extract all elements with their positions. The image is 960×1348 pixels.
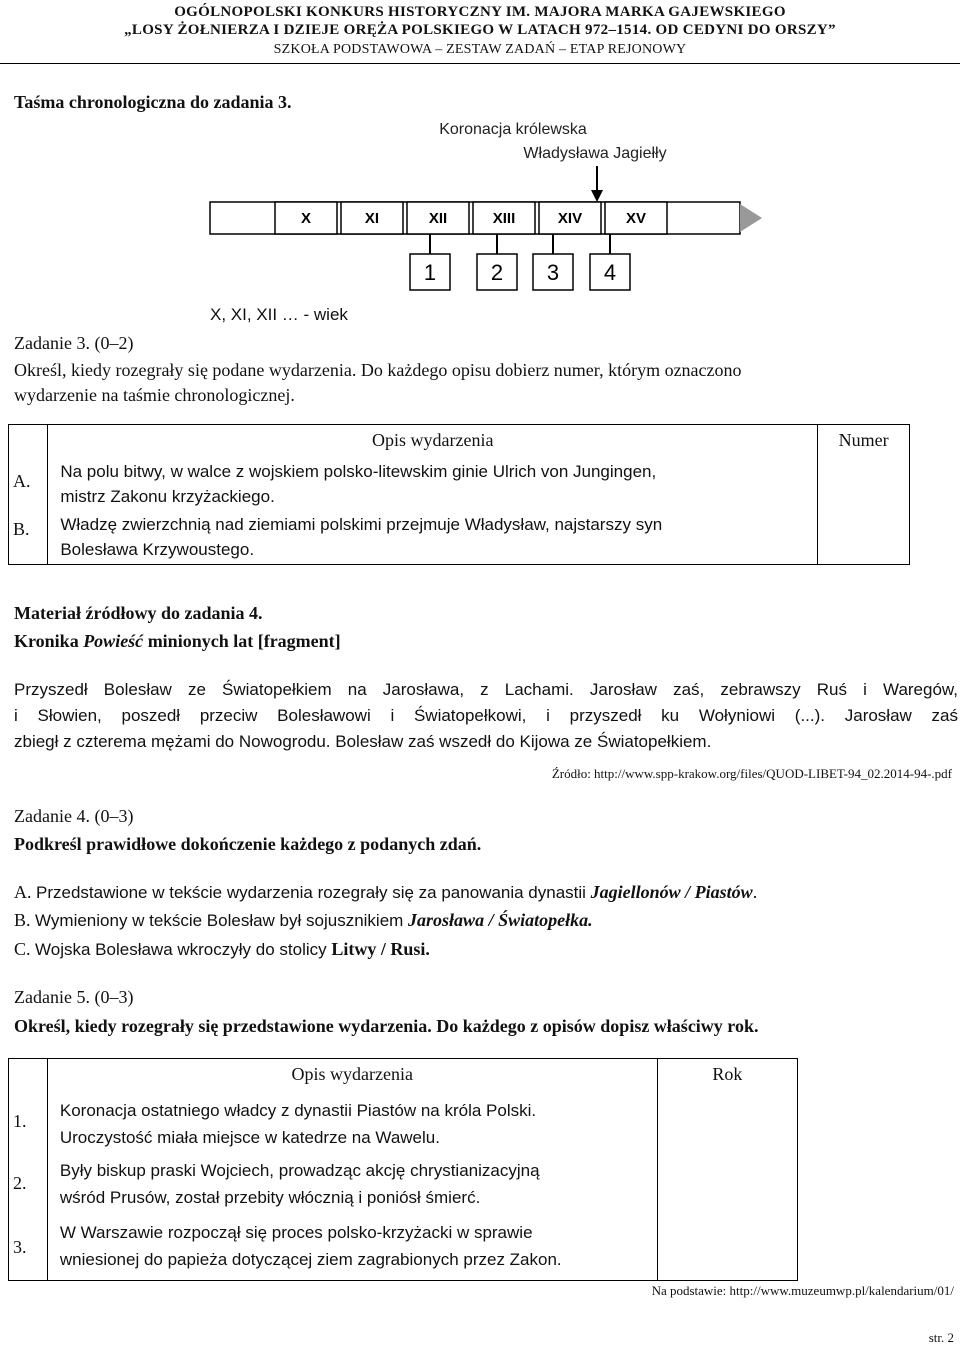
task3-title: Zadanie 3. (0–2) (14, 333, 134, 353)
task4-item-b: B. Wymieniony w tekście Bolesław był sojusznikiem Jarosława / Światopełka. (14, 910, 593, 930)
source4-text: Przyszedł Bolesław ze Światopełkiem na Jarosława, z Lachami. Jarosław zaś, zebrawszy Ruś i Waregów, i Słowien, poszedł przeciw Bolesławowi i Światopełkowi, i przyszedł ku Wołyniowi (...). Jarosław zaś zbiegł z czterema mężami do Nowogrodu. Bolesław zaś wszedł do Kijowa ze Światopełkiem. (14, 680, 958, 751)
column-header-year: Rok (657, 1059, 797, 1093)
page-number: str. 2 (928, 1330, 954, 1345)
row-letter: B. (9, 509, 48, 565)
event-arrow-head (591, 190, 603, 202)
task4-item-a: A. Przedstawione w tekście wydarzenia rozegrały się za panowania dynastii Jagiellonów / Piastów. (14, 882, 758, 902)
event-label-line1: Koronacja królewska (439, 121, 587, 138)
year-answer-cell[interactable] (657, 1093, 797, 1281)
century-label: XV (625, 210, 647, 227)
task3-instruction: Określ, kiedy rozegrały się podane wydarzenia. Do każdego opisu dobierz numer, którym oznaczono (14, 360, 742, 380)
row-number: 1. (9, 1093, 48, 1155)
table-row: Koronacja ostatniego władcy z dynastii Piastów na króla Polski. Uroczystość miała miejsce w katedrze na Wawelu. (47, 1093, 657, 1155)
stage-label: SZKOŁA PODSTAWOWA – ZESTAW ZADAŃ – ETAP REJONOWY (273, 42, 687, 57)
century-label: XI (364, 210, 380, 227)
source4-citation: Źródło: http://www.spp-krakow.org/files/QUOD-LIBET-94_02.2014-94-.pdf (551, 766, 952, 781)
timeline-legend: X, XI, XII … - wiek (210, 305, 348, 324)
task4-instruction: Podkreśl prawidłowe dokończenie każdego z podanych zdań. (14, 834, 482, 854)
source4-subtitle: Kronika Powieść minionych lat [fragment] (14, 631, 341, 651)
century-label: X (300, 210, 312, 227)
contest-title: OGÓLNOPOLSKI KONKURS HISTORYCZNY IM. MAJORA MARKA GAJEWSKIEGO (174, 4, 786, 20)
source4-title: Materiał źródłowy do zadania 4. (14, 603, 263, 623)
century-label: XIII (492, 210, 516, 227)
century-label: XIV (557, 210, 583, 227)
header-divider (0, 63, 960, 64)
task3-table (8, 424, 910, 565)
column-header-description: Opis wydarzenia (48, 425, 818, 459)
task5-citation: Na podstawie: http://www.muzeumwp.pl/kalendarium/01/ (651, 1283, 954, 1298)
task3-instruction-cont: wydarzenie na taśmie chronologicznej. (14, 385, 295, 405)
table-row: W Warszawie rozpoczął się proces polsko-krzyżacki w sprawie wniesionej do papieża dotyczącej ziem zagrabionych przez Zakon. (47, 1217, 657, 1281)
task4-title: Zadanie 4. (0–3) (14, 806, 134, 826)
table-row: Były biskup praski Wojciech, prowadząc akcję chrystianizacyjną wśród Prusów, został przebity włócznią i poniósł śmierć. (47, 1155, 657, 1217)
timeline-arrow-icon (740, 204, 762, 232)
century-label: XII (428, 210, 448, 227)
row-letter: A. (9, 459, 48, 509)
table-row: Na polu bitwy, w walce z wojskiem polsko-litewskim ginie Ulrich von Jungingen, mistrz Zakonu krzyżackiego. (48, 459, 818, 509)
choice-option[interactable]: Litwy / Rusi. (331, 939, 430, 959)
contest-subtitle: „LOSY ŻOŁNIERZA I DZIEJE ORĘŻA POLSKIEGO W LATACH 972–1514. OD CEDYNI DO ORSZY” (124, 22, 836, 38)
task4-item-c: C. Wojska Bolesława wkroczyły do stolicy Litwy / Rusi. (14, 939, 430, 959)
task5-table (8, 1058, 798, 1281)
event-number-label: 4 (603, 260, 617, 285)
timeline-heading: Taśma chronologiczna do zadania 3. (14, 92, 292, 112)
task5-title: Zadanie 5. (0–3) (14, 987, 134, 1007)
event-number-label: 1 (423, 260, 437, 285)
event-number-label: 3 (546, 260, 560, 285)
task5-instruction: Określ, kiedy rozegrały się przedstawione wydarzenia. Do każdego z opisów dopisz właściwy rok. (14, 1016, 759, 1036)
table-row: Władzę zwierzchnią nad ziemiami polskimi przejmuje Władysław, najstarszy syn Bolesława Krzywoustego. (48, 509, 818, 565)
column-header-number: Numer (818, 425, 910, 459)
choice-option[interactable]: Jarosława / Światopełka. (408, 910, 593, 930)
row-number: 3. (9, 1217, 48, 1281)
number-answer-cell[interactable] (818, 459, 910, 565)
event-label-line2: Władysława Jagiełły (523, 145, 667, 162)
row-number: 2. (9, 1155, 48, 1217)
chronological-timeline (200, 118, 780, 328)
choice-option[interactable]: Jagiellonów / Piastów (590, 882, 753, 902)
column-header-description: Opis wydarzenia (47, 1059, 657, 1093)
event-number-label: 2 (490, 260, 504, 285)
